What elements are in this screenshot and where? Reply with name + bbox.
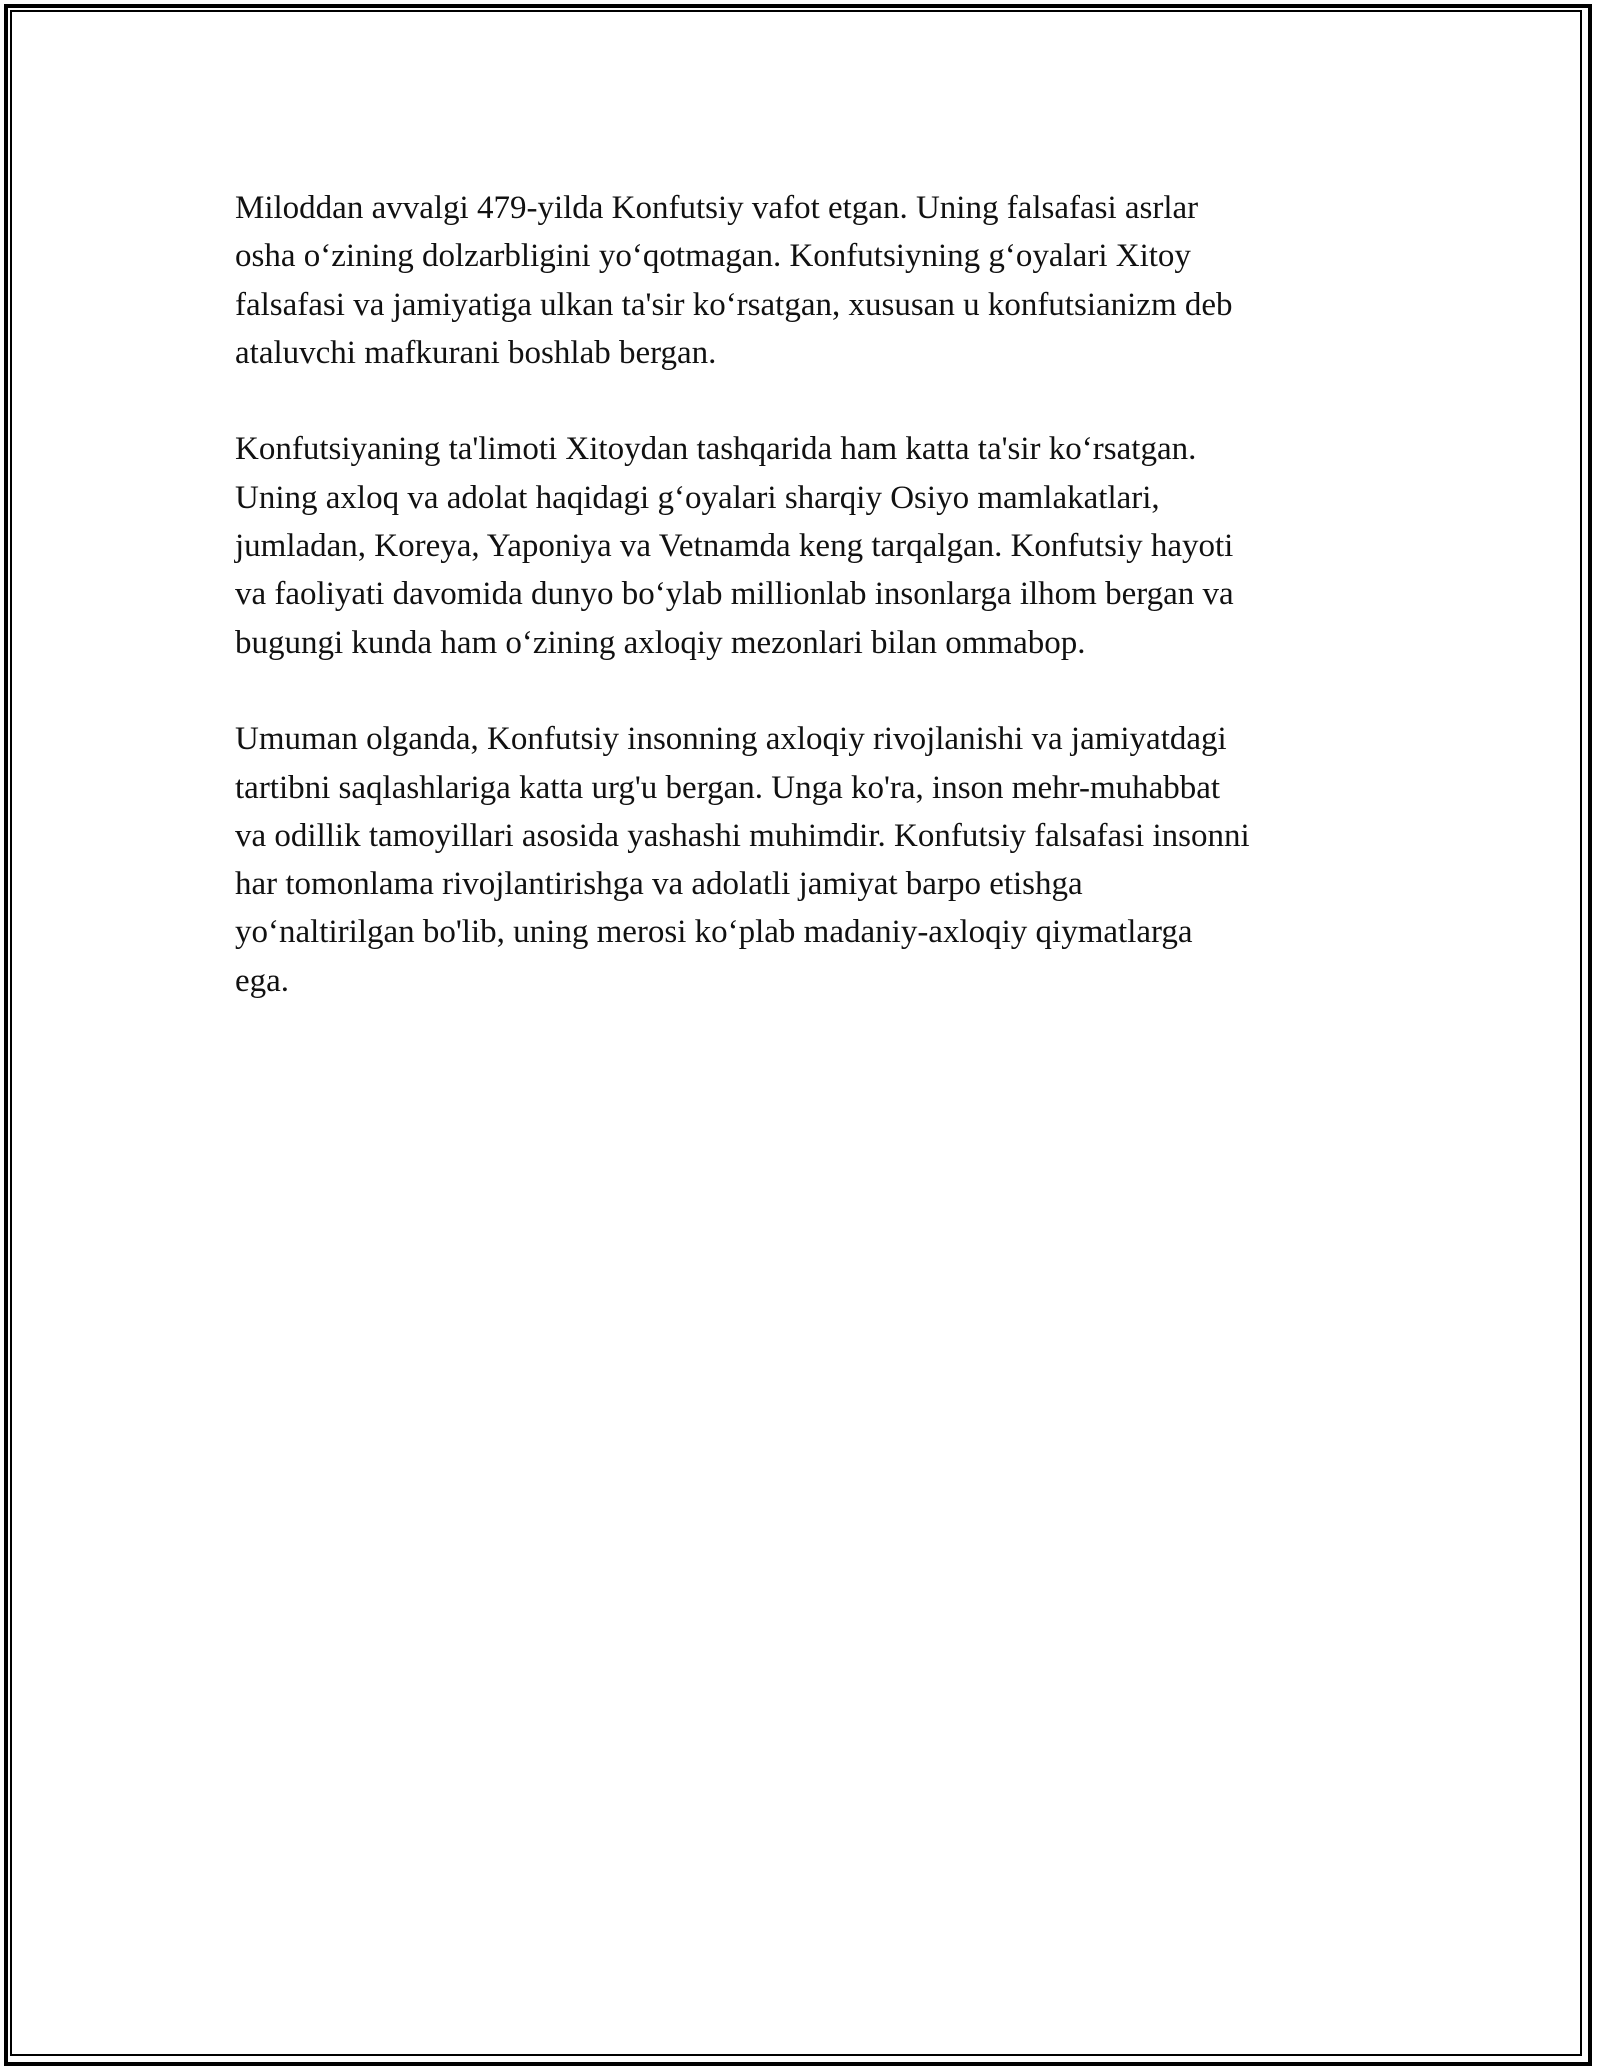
paragraph-line: Miloddan avvalgi 479-yilda Konfutsiy vafot etgan. Uning falsafasi asrlar — [235, 190, 1199, 226]
paragraph-line: Konfutsiyaning ta'limoti Xitoydan tashqarida ham katta ta'sir ko‘rsatgan. — [235, 431, 1197, 468]
paragraph-line: tartibni saqlashlariga katta urg'u bergan. Unga ko'ra, inson mehr-muhabbat — [235, 769, 1221, 806]
paragraph-line: jumladan, Koreya, Yaponiya va Vetnamda keng tarqalgan. Konfutsiy hayoti — [235, 528, 1234, 565]
paragraph-line: ataluvchi mafkurani boshlab bergan. — [235, 334, 717, 371]
paragraph-line: falsafasi va jamiyatiga ulkan ta'sir ko‘rsatgan, xususan u konfutsianizm deb — [235, 286, 1233, 323]
paragraph-line: Uning axloq va adolat haqidagi g‘oyalari sharqiy Osiyo mamlakatlari, — [235, 479, 1160, 516]
paragraph-line: bugungi kunda ham o‘zining axloqiy mezonlari bilan ommabop. — [235, 624, 1086, 661]
paragraph-2 — [235, 425, 1375, 666]
paragraph-line: osha o‘zining dolzarbligini yo‘qotmagan. Konfutsiyning g‘oyalari Xitoy — [235, 238, 1191, 275]
paragraph-line: Umuman olganda, Konfutsiy insonning axloqiy rivojlanishi va jamiyatdagi — [235, 721, 1227, 758]
paragraph-1 — [235, 184, 1375, 377]
paragraph-line: yo‘naltirilgan bo'lib, uning merosi ko‘plab madaniy-axloqiy qiymatlarga — [235, 914, 1193, 951]
document-body — [235, 184, 1375, 1053]
paragraph-3 — [235, 715, 1375, 1005]
paragraph-line: va faoliyati davomida dunyo bo‘ylab millionlab insonlarga ilhom bergan va — [235, 576, 1234, 613]
paragraph-line: ega. — [235, 962, 290, 999]
paragraph-line: har tomonlama rivojlantirishga va adolatli jamiyat barpo etishga — [235, 866, 1083, 903]
paragraph-line: va odillik tamoyillari asosida yashashi muhimdir. Konfutsiy falsafasi insonni — [235, 817, 1250, 854]
